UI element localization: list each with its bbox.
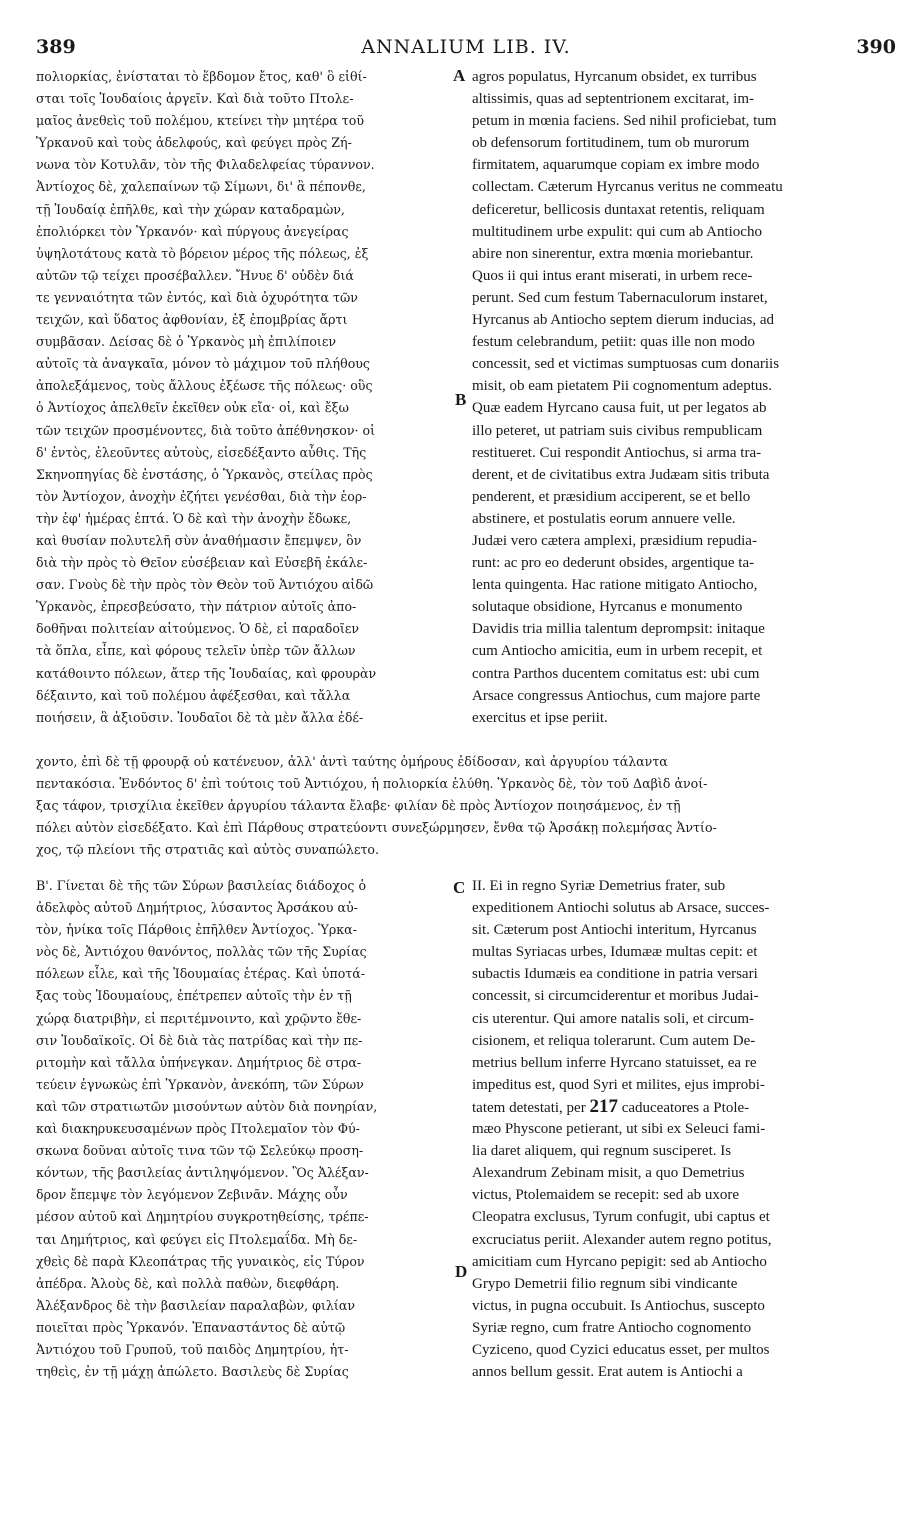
text-line: τεύειν ἐγνωκὼς ἐπὶ Ὑρκανὸν, ἀνεκόπη, τῶν Σύρων: [36, 1076, 364, 1092]
text-line: collectam. Cæterum Hyrcanus veritus ne commeatu: [472, 179, 783, 196]
text-line: derent, et de civitatibus extra Judæam sitis tributa: [472, 466, 770, 483]
text-line: καὶ τῶν στρατιωτῶν μισούντων αὐτὸν διὰ πονηρίαν,: [36, 1098, 378, 1114]
text-line: Β'. Γίνεται δὲ τῆς τῶν Σύρων βασιλείας διάδοχος ὁ: [36, 878, 367, 893]
text-line: Cleopatra exclusus, Tyrum confugit, ubi captus et: [472, 1209, 770, 1226]
text-line: ἀδελφὸς αὐτοῦ Δημήτριος, λύσαντος Ἀρσάκου αὐ-: [36, 900, 358, 916]
text-line: καὶ θυσίαν πολυτελῆ σὺν ἀναθήμασιν ἔπεμψεν, ὃν: [36, 532, 362, 548]
text-line: τὸν Ἀντίοχον, ἀνοχὴν ἐζήτει γενέσθαι, διὰ τὴν ἑορ-: [36, 488, 367, 504]
text-line: κόντων, τῆς βασιλείας ἀντιληψόμενον. Ὃς Ἀλέξαν-: [36, 1165, 369, 1181]
text-line: τὸν, ἡνίκα τοῖς Πάρθοις ἐπῆλθεν Ἀντίοχος. Ὑρκα-: [36, 922, 357, 938]
text-line: penderent, et præsidium acciperent, se et bello: [472, 488, 751, 505]
text-line: μέσον αὐτοῦ καὶ Δημητρίου συγκροτηθείσης, τρέπε-: [36, 1209, 369, 1225]
text-line: II. Ei in regno Syriæ Demetrius frater, sub: [472, 878, 726, 894]
text-fragment: caduceatores a Ptole-: [617, 1099, 750, 1116]
text-line: πόλεων εἷλε, καὶ τῆς Ἰδουμαίας ἑτέρας. Καὶ ὑποτά-: [36, 966, 366, 982]
text-line: Judæi vero cætera amplexi, præsidium repudia-: [472, 532, 757, 549]
text-line: ται Δημήτριος, καὶ φεύγει εἰς Πτολεμαΐδα. Μὴ δε-: [36, 1231, 358, 1247]
text-line: concessit, si circumciderentur et moribus Judai-: [472, 988, 759, 1005]
page-number-left: 389: [36, 36, 76, 58]
greek-column-bottom: [36, 875, 454, 1383]
text-line: Davidis tria millia talentum deprompsit: initaque: [472, 621, 765, 638]
text-line: χοντο, ἐπὶ δὲ τῇ φρουρᾷ οὐ κατένευον, ἀλλ' ἀντὶ ταύτης ὁμήρους ἐδίδοσαν, καὶ ἀργυρίου τάλαντα: [36, 754, 668, 769]
text-line: σται τοῖς Ἰουδαίοις ἀργεῖν. Καὶ διὰ τοῦτο Πτολε-: [36, 91, 354, 107]
text-line: πολιορκίας, ἐνίσταται τὸ ἕβδομον ἔτος, καθ' ὃ εἰθί-: [36, 69, 367, 84]
text-line: petum in mœnia faciens. Sed nihil proficiebat, tum: [472, 113, 777, 130]
text-line: καὶ διακηρυκευσαμένων πρὸς Πτολεμαῖον τὸν Φύ-: [36, 1121, 360, 1137]
text-line: Σκηνοπηγίας δὲ ἐνστάσης, ὁ Ὑρκανὸς, στείλας πρὸς: [36, 466, 373, 482]
running-title: ANNALIUM LIB. IV.: [361, 36, 571, 58]
text-fragment: tatem detestati, per: [472, 1099, 586, 1116]
text-line: Hyrcanus ab Antiocho septem dierum inducias, ad: [472, 312, 775, 329]
text-line: τῇ Ἰουδαίᾳ ἐπῆλθε, καὶ τὴν χώραν καταδραμὼν,: [36, 201, 345, 217]
text-line: σιν Ἰουδαϊκοῖς. Οἱ δὲ διὰ τὰς πατρίδας καὶ τὴν πε-: [36, 1032, 363, 1048]
text-line: annos bellum gessit. Erat autem is Antiochi a: [472, 1364, 743, 1381]
text-line: metrius bellum inferre Hyrcano statuisset, ea re: [472, 1054, 757, 1071]
text-line: exercitus et ipse periit.: [472, 709, 608, 726]
text-line: ξας τοὺς Ἰδουμαίους, ἐπέτρεπεν αὐτοῖς τὴν ἐν τῇ: [36, 988, 352, 1004]
text-line: πόλει αὐτὸν εἰσεδέξατο. Καὶ ἐπὶ Πάρθους στρατεύοντι συνεξώρμησεν, ἔνθα τῷ Ἀρσάκῃ πολεμήσας Ἀντίο-: [36, 820, 717, 836]
text-line: misit, ob eam pietatem Pii cognomentum adeptus.: [472, 378, 772, 395]
text-line: Syriæ regno, cum fratre Antiocho cognomento: [472, 1319, 752, 1336]
text-line: ριτομὴν καὶ τἄλλα ὑπήνεγκαν. Δημήτριος δὲ στρα-: [36, 1054, 362, 1070]
text-line: χώρᾳ διατριβὴν, εἰ περιτέμνοιντο, καὶ χρῷντο ἔθε-: [36, 1010, 362, 1026]
signature-number: 217: [589, 1095, 618, 1117]
text-line: perunt. Sed cum festum Tabernaculorum instaret,: [472, 289, 768, 306]
text-line: ὑψηλοτάτους κατὰ τὸ βόρειον μέρος τῆς πόλεως, ἐξ: [36, 245, 369, 261]
text-line: multas Syriacas urbes, Idumææ multas cepit: et: [472, 944, 758, 961]
text-line: impeditus est, quod Syri et milites, ejus improbi-: [472, 1076, 765, 1093]
text-line: Arsace congressus Antiochus, cum majore parte: [472, 687, 761, 704]
text-line: ἀπέδρα. Ἁλοὺς δὲ, καὶ πολλὰ παθὼν, διεφθάρη.: [36, 1275, 340, 1291]
text-line: δ' ἐντὸς, ἐλεοῦντες αὐτοὺς, εἰσεδέξαντο αὖθις. Τῆς: [36, 444, 367, 460]
text-line: τε γενναιότητα τῶν ἐντός, καὶ διὰ ὀχυρότητα τῶν: [36, 289, 358, 305]
text-line: διὰ τὴν πρὸς τὸ Θεῖον εὐσέβειαν καὶ Εὐσεβῆ ἐκάλε-: [36, 555, 368, 571]
text-line: Grypo Demetrii filio regnum sibi vindicante: [472, 1275, 738, 1292]
text-line: cisionem, et reliqua tolerarunt. Cum autem De-: [472, 1032, 756, 1049]
text-line: lenta quingenta. Hac ratione mitigato Antiocho,: [472, 577, 758, 594]
text-line: altissimis, quas ad septentrionem excitarat, im-: [472, 91, 755, 108]
section-marker-b: B: [455, 390, 467, 409]
section-marker-c: C: [453, 878, 466, 897]
text-line: mæo Physcone petierant, ut sibi ex Seleuci fami-: [472, 1121, 766, 1138]
text-line: Alexandrum Zebinam misit, a quo Demetrius: [472, 1165, 745, 1182]
greek-full-width: [36, 751, 894, 861]
text-line: subactis Idumæis ea conditione in patria versari: [472, 966, 758, 983]
text-line: solutaque obsidione, Hyrcanus e monumento: [472, 599, 743, 616]
text-line: Ἀντιόχου τοῦ Γρυποῦ, τοῦ παιδὸς Δημητρίου, ἡτ-: [36, 1341, 349, 1357]
text-line: δρον ἔπεμψε τὸν λεγόμενον Ζεβινᾶν. Μάχης οὖν: [36, 1187, 348, 1203]
text-line: ob defensorum fortitudinem, tum ob murorum: [472, 135, 750, 152]
text-line: Quæ eadem Hyrcano causa fuit, ut per legatos ab: [472, 400, 767, 417]
text-line: excruciatus periit. Alexander autem regno potitus,: [472, 1231, 772, 1248]
text-line: ποιεῖται πρὸς Ὑρκανόν. Ἐπαναστάντος δὲ αὐτῷ: [36, 1319, 346, 1335]
text-line: expeditionem Antiochi solutus ab Arsace, succes-: [472, 900, 770, 917]
text-line: contra Parthos ducentem comitatus est: ubi cum: [472, 665, 760, 682]
text-line: ποιήσειν, ἃ ἀξιοῦσιν. Ἰουδαῖοι δὲ τὰ μὲν ἄλλα ἐδέ-: [36, 709, 364, 725]
text-line: τηθεὶς, ἐν τῇ μάχῃ ἀπώλετο. Βασιλεὺς δὲ Συρίας: [36, 1364, 349, 1380]
text-line: Cyziceno, quod Cyzici educatus esset, per multos: [472, 1341, 770, 1358]
text-line: concessit, sed et victimas sumptuosas cum donariis: [472, 356, 780, 373]
text-line: cum Antiocho amicitia, eum in urbem recepit, et: [472, 643, 763, 660]
text-line: ὁ Ἀντίοχος ἀπελθεῖν ἐκεῖθεν οὐκ εἴα· οἱ, καὶ ἔξω: [36, 400, 349, 416]
text-line: Ἀλέξανδρος δὲ τὴν βασιλείαν παραλαβὼν, φιλίαν: [36, 1297, 355, 1313]
text-line: τειχῶν, καὶ ὕδατος ἀφθονίαν, ἐξ ἐπομβρίας ἄρτι: [36, 312, 348, 328]
text-line: ἀπολεξάμενος, τοὺς ἄλλους ἐξέωσε τῆς πόλεως· οὓς: [36, 378, 373, 394]
text-line: [472, 1096, 880, 1118]
text-line: ξας τάφον, τρισχίλια ἐκεῖθεν ἀργυρίου τάλαντα ἔλαβε· φιλίαν δὲ πρὸς Ἀντίοχον ποιησάμενος, ἐν τῇ: [36, 798, 681, 814]
text-line: δέξαιντο, καὶ τοῦ πολέμου ἀφέξεσθαι, καὶ τἄλλα: [36, 687, 351, 703]
text-line: αὐτῶν τῷ τείχει προσέβαλλεν. Ἤνυε δ' οὐδὲν διά: [36, 267, 354, 283]
text-line: σαν. Γνοὺς δὲ τὴν πρὸς τὸν Θεὸν τοῦ Ἀντιόχου αἰδῶ: [36, 577, 374, 593]
text-line: abire non sinerentur, extra mœnia moriebantur.: [472, 245, 754, 262]
text-line: festum celebrandum, petiit: quas ille non modo: [472, 334, 755, 351]
text-line: lia daret aliquem, qui regnum susciperet. Is: [472, 1143, 732, 1160]
text-line: victus, Ptolemaidem se recepit: sed ab uxore: [472, 1187, 740, 1204]
text-line: συμβᾶσαν. Δείσας δὲ ὁ Ὑρκανὸς μὴ ἐπιλίποιεν: [36, 334, 337, 350]
text-line: cis uterentur. Qui amore natalis soli, et circum-: [472, 1010, 754, 1027]
text-line: κατάθοιντο πόλεων, ἄτερ τῆς Ἰουδαίας, καὶ φρουρὰν: [36, 665, 377, 681]
text-line: Quos ii qui intus erant miserati, in urbem rece-: [472, 267, 753, 284]
section-marker-d: D: [455, 1262, 468, 1281]
text-line: illo peteret, ut patriam suis civibus rempublicam: [472, 422, 763, 439]
text-line: πεντακόσια. Ἐνδόντος δ' ἐπὶ τούτοις τοῦ Ἀντιόχου, ἡ πολιορκία ἐλύθη. Ὑρκανὸς δὲ, τὸν τοῦ Δαβὶδ ἀνοί-: [36, 776, 708, 792]
text-line: firmitatem, aquarumque copiam ex imbre modo: [472, 157, 760, 174]
text-line: δοθῆναι πολιτείαν αἰτούμενος. Ὁ δὲ, εἰ παραδοῖεν: [36, 621, 360, 637]
text-line: αὐτοῖς τὰ ἀναγκαῖα, μόνον τὸ μάχιμον τοῦ πλήθους: [36, 356, 370, 372]
text-line: σκωνα δοῦναι αὐτοῖς τινα τῶν τῷ Σελεύκῳ προση-: [36, 1143, 364, 1159]
text-line: amicitiam cum Hyrcano pepigit: sed ab Antiocho: [472, 1253, 767, 1270]
latin-column-bottom: [472, 875, 880, 1383]
text-line: Ὑρκανὸς, ἐπρεσβεύσατο, τὴν πάτριον αὐτοῖς ἀπο-: [36, 599, 357, 615]
text-line: ἐπολιόρκει τὸν Ὑρκανόν· καὶ πύργους ἀνεγείρας: [36, 223, 349, 239]
page-number-right: 390: [856, 36, 896, 58]
text-line: restitueret. Cui respondit Antiochus, si arma tra-: [472, 444, 762, 461]
text-line: τῶν τειχῶν προσμένοντες, διὰ τοῦτο ἀπέθνησκον· οἱ: [36, 422, 376, 438]
text-line: abstinere, et postulatis eorum annuere velle.: [472, 510, 736, 527]
text-line: Ἀντίοχος δὲ, χαλεπαίνων τῷ Σίμωνι, δι' ἃ πέπονθε,: [36, 179, 366, 195]
latin-column-top: [472, 66, 880, 729]
text-line: agros populatus, Hyrcanum obsidet, ex turribus: [472, 69, 757, 85]
text-line: νὸς δὲ, Ἀντιόχου θανόντος, πολλὰς τῶν τῆς Συρίας: [36, 944, 367, 960]
text-line: Ὑρκανοῦ καὶ τοὺς ἀδελφούς, καὶ φεύγει πρὸς Ζή-: [36, 135, 352, 151]
text-line: multitudinem urbe expulit: qui cum ab Antiocho: [472, 223, 762, 240]
text-line: μαῖος ἀνεθεὶς τοῦ πολέμου, κτείνει τὴν μητέρα τοῦ: [36, 113, 364, 129]
text-line: sit. Cæterum post Antiochi interitum, Hyrcanus: [472, 922, 757, 939]
section-marker-a: A: [453, 66, 466, 85]
text-line: runt: ac pro eo dederunt obsides, argentique ta-: [472, 555, 755, 572]
text-line: χος, τῷ πλείονι τῆς στρατιᾶς καὶ αὐτὸς συναπώλετο.: [36, 842, 380, 858]
text-line: τὰ ὅπλα, εἶπε, καὶ φόρους τελεῖν ὑπὲρ τῶν ἄλλων: [36, 643, 356, 659]
page-header: [36, 36, 896, 62]
text-line: τὴν ἐφ' ἡμέρας ἑπτά. Ὁ δὲ καὶ τὴν ἀνοχὴν ἔδωκε,: [36, 510, 352, 526]
greek-column-top: [36, 66, 454, 729]
text-line: deficeretur, bellicosis duntaxat retentis, reliquam: [472, 201, 765, 218]
text-line: victus, in pugna occubuit. Is Antiochus, suscepto: [472, 1297, 765, 1314]
text-line: νωνα τὸν Κοτυλᾶν, τὸν τῆς Φιλαδελφείας τύραννον.: [36, 157, 375, 173]
text-line: χθεὶς δὲ παρὰ Κλεοπάτρας τῆς γυναικὸς, εἰς Τύρον: [36, 1253, 365, 1269]
